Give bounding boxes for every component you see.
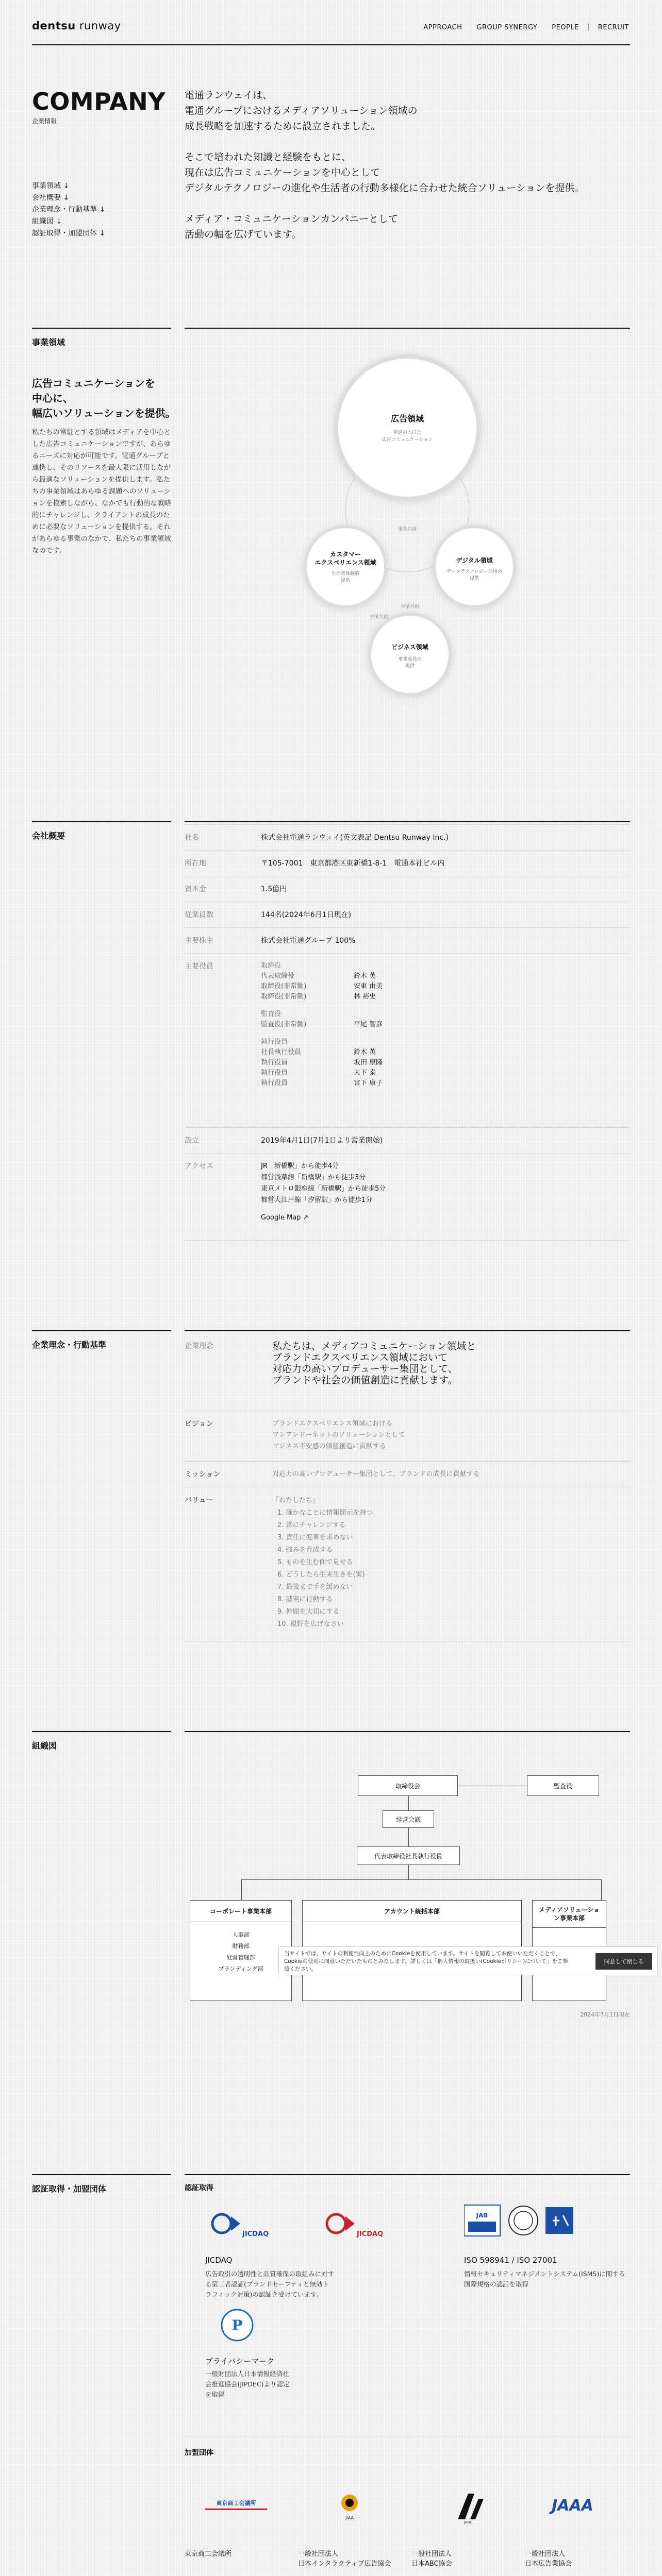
org-branch-drop	[241, 1879, 242, 1900]
officer-name: 坂田 康隆	[354, 1059, 383, 1066]
org-dept: 経営管理部	[226, 1954, 255, 1961]
officer-group-title: 執行役員	[261, 1038, 288, 1046]
officer-group-title: 取締役	[261, 962, 282, 970]
node-cx-title-1: カスタマー	[329, 551, 361, 558]
officer-name: 平尾 智彦	[354, 1021, 383, 1028]
overview-row-employees	[185, 902, 630, 927]
main-nav	[416, 24, 636, 31]
philosophy-row-values	[185, 1487, 630, 1641]
row-label: ミッション	[185, 1470, 221, 1479]
nav-recruit[interactable]: RECRUIT	[598, 24, 629, 31]
org-dept: ブランディング部	[218, 1965, 263, 1972]
tokyo-cci-logo: 東京商工会議所	[205, 2499, 267, 2510]
mission-text: 対応力の高いプロデューサー集団として、ブランドの成長に貢献する	[272, 1470, 480, 1478]
node-business	[370, 614, 450, 694]
jab-logo-text: JAB	[476, 2212, 488, 2219]
nav-people[interactable]: PEOPLE	[552, 24, 579, 31]
google-map-link[interactable]: Google Map ↗	[261, 1214, 309, 1222]
cert-name-pmark: プライバシーマーク	[205, 2357, 275, 2366]
row-value: 1.5億円	[261, 885, 287, 893]
overview-row-shareholder	[185, 927, 630, 953]
values-list: 「わたしたち」 1. 確かなことに情報開示を持つ 2. 常にチャレンジする 3. 責任に変革を求めない 4. 強みを育成する 5. ものを生む面で見せる 6. どうしたら生来生きを(案) 7. 最後まで手を緩めない 8. 誠実に行動する 9. 仲間を大切にする 10. 視野を広げなさい	[272, 1497, 373, 1628]
row-label: 企業理念	[185, 1342, 213, 1350]
member-name-tokyo-cci: 東京商工会議所	[185, 2550, 232, 2558]
cookie-accept-button[interactable]: 同意して閉じる	[595, 1953, 652, 1970]
section-rule	[32, 1330, 171, 1331]
section-rule	[185, 1330, 630, 1331]
philosophy-row-vision	[185, 1411, 630, 1461]
node-business-title: ビジネス領域	[391, 643, 428, 651]
privacy-mark-text: P	[231, 2317, 243, 2334]
nav-group-synergy[interactable]: GROUP SYNERGY	[476, 24, 538, 31]
jiaa-logo-text: JIAA	[345, 2516, 354, 2520]
section-title-org: 組織図	[32, 1741, 57, 1751]
node-cx-desc-1: 生活者体験的	[331, 571, 360, 577]
section-title-certs: 認証取得・加盟団体	[32, 2184, 107, 2194]
officer-name: 鈴木 英	[354, 1048, 376, 1056]
jicdaq-logo-text: JICDAQ	[357, 2230, 384, 2238]
officer-role: 代表取締役	[261, 972, 295, 980]
officer-name: 宮下 康子	[354, 1079, 383, 1087]
org-management-meeting: 経営会議	[383, 1810, 434, 1828]
org-column-title: アカウント統括本部	[303, 1901, 521, 1922]
officer-role: 社長執行役員	[261, 1048, 302, 1056]
access-line: JR「新橋駅」から徒歩4分	[261, 1162, 339, 1170]
privacy-mark-logo	[219, 2307, 255, 2343]
node-digital	[434, 527, 515, 607]
row-label: 社名	[185, 834, 199, 842]
nav-divider	[588, 24, 589, 31]
center-title: 広告領域	[390, 414, 424, 423]
member-name-jabc: 一般社団法人 日本ABC協会	[411, 2550, 452, 2568]
row-value: 144名(2024年6月1日現在)	[261, 911, 352, 919]
section-rule	[185, 2174, 630, 2175]
officer-name: 安東 由美	[354, 982, 383, 990]
cert-desc-iso: 情報セキュリティマネジメントシステム(ISMS)に関する国際規格の認証を取得	[464, 2270, 625, 2288]
philosophy-row-mission	[185, 1461, 630, 1487]
overview-row-name	[185, 824, 630, 850]
anchor-org[interactable]: 組織図 ↓	[32, 217, 62, 226]
org-dept: 財務部	[232, 1943, 250, 1950]
org-branch-drop	[601, 1879, 602, 1900]
org-branch-line	[241, 1879, 601, 1880]
jiaa-logo	[324, 2492, 375, 2522]
cert-name-iso: ISO 598941 / ISO 27001	[464, 2256, 557, 2265]
section-title-overview: 会社概要	[32, 831, 65, 841]
access-line: 都営浅草線「新橋駅」から徒歩3分	[261, 1174, 366, 1181]
section-rule	[32, 328, 171, 329]
cert-label: 認証取得	[185, 2184, 213, 2192]
header-rule	[32, 44, 630, 45]
node-business-desc-1: 事業成長の	[398, 657, 422, 662]
center-desc-1: 電通の入口た	[393, 430, 422, 435]
center-circle	[336, 357, 478, 499]
connector-label-left: 事業共創	[369, 615, 389, 620]
org-board: 取締役会	[358, 1775, 458, 1796]
company-intro: 電通ランウェイは、 電通グループにおけるメディアソリューション領域の 成長戦略を加速するために設立されました。 そこで培われた知識と経験をもとに、 現在は広告コミュニケーションを中心として デジタルテクノロジーの進化や生活者の行動多様化に合わせた統合ソリューションを提供。 メディア・コミュニケーションカンパニーとして 活動の幅を広げています。	[185, 90, 585, 240]
node-digital-desc-2: 提供	[469, 576, 479, 581]
logo[interactable]: dentsu runway	[32, 20, 121, 32]
anchor-philosophy[interactable]: 企業理念・行動基準 ↓	[32, 206, 106, 214]
cert-name-jicdaq: JICDAQ	[205, 2256, 233, 2265]
org-note: 2024年7月1日現在	[580, 2011, 630, 2018]
cert-desc-pmark: 一般財団法人日本情報経済社会推進協会(JIPDEC)より認定を取得	[205, 2370, 290, 2398]
section-rule	[185, 821, 630, 822]
row-value: 〒105-7001 東京都港区東新橋1-8-1 電通本社ビル内	[261, 859, 445, 868]
member-name-jiaa: 一般社団法人 日本インタラクティブ広告協会	[298, 2550, 391, 2568]
overview-row-officers	[185, 953, 630, 1127]
section-rule	[185, 328, 630, 329]
node-digital-desc-1: データテクノロジー活用の	[446, 569, 502, 574]
officer-role: 執行役員	[261, 1059, 288, 1066]
org-column-title: コーポレート事業本部	[190, 1901, 291, 1922]
iso-logos	[464, 2200, 588, 2243]
cookie-text: 当サイトでは、サイトの利便性向上のためにCookieを使用しています。サイトを閲覧してお使いいただくことで、Cookieの使用に同意いただいたものとみなします。詳しくは「個人情報の取扱い(Cookieポリシー)について」をご参照ください。	[284, 1951, 568, 1972]
node-cx-title-2: エクスペリエンス領域	[315, 559, 376, 566]
jabc-logo-text: JABC	[464, 2520, 473, 2524]
philosophy-statement: 私たちは、メディアコミュニケーション領域と ブランドエクスペリエンス領域において 対応力の高いプロデューサー集団として、 ブランドや社会の価値創造に貢献します。	[272, 1341, 476, 1386]
node-cx-desc-2: 提供	[340, 578, 351, 583]
business-headline: 広告コミュニケーションを 中心に、 幅広いソリューションを提供。	[32, 377, 176, 419]
row-label: 主要役員	[185, 962, 213, 971]
member-label: 加盟団体	[185, 2449, 213, 2457]
org-executive: 代表取締役社長執行役員	[357, 1846, 460, 1865]
row-label: アクセス	[185, 1162, 213, 1171]
overview-row-capital	[185, 876, 630, 902]
org-column-title: メディアソリューション事業本部	[533, 1901, 606, 1928]
org-auditor: 監査役	[527, 1775, 599, 1796]
anchor-business[interactable]: 事業領域 ↓	[32, 182, 70, 190]
anchor-certs[interactable]: 認証取得・加盟団体 ↓	[32, 229, 106, 238]
overview-row-founded	[185, 1127, 630, 1153]
node-cx	[305, 527, 386, 607]
page-subtitle: 企業情報	[32, 117, 57, 125]
section-rule	[185, 1731, 630, 1732]
jabc-logo	[448, 2488, 489, 2524]
connector-label-top: 事業共創	[398, 527, 417, 532]
org-column-corporate	[190, 1900, 292, 2001]
jicdaq-logo-2	[320, 2206, 387, 2242]
access-line: 東京メトロ銀座線「新橋駅」から徒歩5分	[261, 1185, 386, 1193]
jaaa-logo: JAAA	[552, 2497, 593, 2515]
overview-row-address	[185, 850, 630, 876]
officer-name: 鈴木 英	[354, 972, 376, 980]
officer-role: 執行役員	[261, 1069, 288, 1077]
row-label: バリュー	[185, 1496, 213, 1504]
officer-name: 林 裕史	[354, 993, 376, 1001]
officers-list	[261, 961, 446, 1089]
anchor-overview[interactable]: 会社概要 ↓	[32, 194, 70, 202]
row-label: 従業員数	[185, 911, 213, 919]
section-rule	[32, 2174, 171, 2175]
nav-approach[interactable]: APPROACH	[423, 24, 462, 31]
business-diagram	[268, 340, 567, 762]
cookie-banner	[278, 1946, 658, 1975]
section-rule	[32, 1731, 171, 1732]
member-name-jaaa: 一般社団法人 日本広告業協会	[525, 2550, 572, 2568]
officer-role: 取締役(非常勤)	[261, 993, 307, 1001]
officer-role: 監査役(非常勤)	[261, 1021, 307, 1028]
connector-label-bottom: 事業共創	[400, 604, 420, 609]
officer-role: 執行役員	[261, 1079, 288, 1087]
philosophy-row-mission-statement	[185, 1333, 630, 1411]
row-value: 株式会社電通ランウェイ(英文表記 Dentsu Runway Inc.)	[261, 834, 449, 842]
center-desc-2: 広告コミュニケーション	[382, 437, 433, 443]
access-line: 都営大江戸線「汐留駅」から徒歩1分	[261, 1196, 373, 1204]
row-label: 所在地	[185, 859, 206, 868]
row-label: 設立	[185, 1137, 199, 1145]
row-label: 資本金	[185, 885, 206, 893]
cert-desc-jicdaq: 広告取引の透明性と品質確保の取組みに対する第三者認証(ブランドセーフティと無効トラフィック対策)の認証を受けています。	[205, 2270, 335, 2298]
org-dept: 人事部	[232, 1931, 250, 1938]
node-business-desc-2: 提供	[405, 664, 415, 669]
anchor-nav	[32, 180, 105, 240]
officer-name: 大下 泰	[354, 1069, 376, 1077]
officer-group-title: 監査役	[261, 1010, 282, 1018]
page-title: COMPANY	[32, 88, 166, 115]
officer-role: 取締役(非常勤)	[261, 982, 307, 990]
section-title-philosophy: 企業理念・行動基準	[32, 1340, 107, 1350]
row-value: 2019年4月1日(7月1日より営業開始)	[261, 1137, 383, 1145]
business-body: 私たちの常駐とする領域はメディアを中心とした広告コミュニケーションですが、あらゆるニーズに対応が可能です。電通グループと連携し、そのリソースを最大限に活用しながら最適なソリューションを提供します。私たちの事業領域はあらゆる課題へのソリューションを模索しながら、なかでも行動的な戦略的にチャレンジし、クライアントの成長のために必要なソリューションを提供する。それがあらゆる事業のなかで、私たちの事業領域なのです。	[32, 428, 171, 555]
jicdaq-logo-1	[205, 2206, 272, 2242]
section-rule	[32, 821, 171, 822]
section-title-business: 事業領域	[32, 337, 65, 347]
jicdaq-logo-text: JICDAQ	[242, 2230, 269, 2238]
row-value: 株式会社電通グループ 100%	[261, 937, 356, 945]
access-list	[261, 1161, 386, 1224]
vision-text: ブランドエクスペリエンス領域における ワンアンドーネットのソリューションとして ビジネス不安感の価値創造に貢献する	[272, 1420, 405, 1450]
row-label: 主要株主	[185, 937, 213, 945]
node-digital-title: デジタル領域	[456, 557, 493, 564]
overview-row-access	[185, 1153, 630, 1241]
row-label: ビジョン	[185, 1420, 213, 1428]
